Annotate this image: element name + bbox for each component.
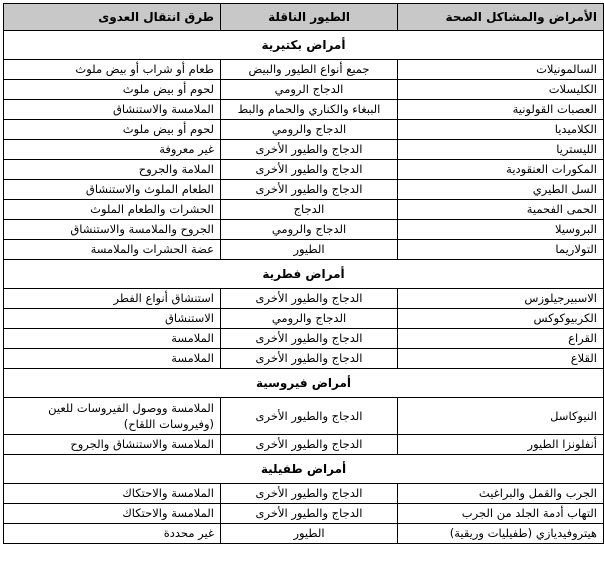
header-row (4, 4, 604, 31)
header-transmission: طرق انتقال العدوى (4, 4, 221, 31)
table-row (4, 398, 604, 435)
cell-carrier: الدجاج والرومي (221, 220, 398, 240)
cell-disease: السالمونيلات (398, 60, 604, 80)
table-row (4, 289, 604, 309)
table-row (4, 329, 604, 349)
table-row (4, 160, 604, 180)
cell-disease: هيتروفيديازي (طفيليات وريقية) (398, 524, 604, 544)
header-carrier: الطيور الناقلة (221, 4, 398, 31)
cell-transmission: لحوم أو بيض ملوث (4, 120, 221, 140)
cell-carrier: الدجاج والطيور الأخرى (221, 160, 398, 180)
cell-disease: الاسبيرجيلوزس (398, 289, 604, 309)
cell-carrier: الطيور (221, 524, 398, 544)
cell-disease: الكربيوكوكس (398, 309, 604, 329)
section-title: أمراض فيروسية (4, 369, 604, 398)
table-row (4, 504, 604, 524)
header-disease: الأمراض والمشاكل الصحة (398, 4, 604, 31)
cell-transmission: الاستنشاق (4, 309, 221, 329)
cell-disease: المكورات العنقودية (398, 160, 604, 180)
section-row (4, 369, 604, 398)
cell-carrier: الدجاج والطيور الأخرى (221, 398, 398, 435)
cell-carrier: الدجاج والطيور الأخرى (221, 504, 398, 524)
section-title: أمراض طفيلية (4, 455, 604, 484)
cell-transmission: الملامسة والاحتكاك (4, 484, 221, 504)
cell-disease: النيوكاسل (398, 398, 604, 435)
cell-disease: الكلاميديا (398, 120, 604, 140)
section-title: أمراض بكتيرية (4, 31, 604, 60)
cell-disease: الكليسلات (398, 80, 604, 100)
cell-carrier: الدجاج الرومي (221, 80, 398, 100)
section-row (4, 455, 604, 484)
cell-transmission: استنشاق أنواع الفطر (4, 289, 221, 309)
table-body (4, 31, 604, 544)
cell-disease: القراع (398, 329, 604, 349)
table-row (4, 484, 604, 504)
cell-disease: التهاب أدمة الجلد من الجرب (398, 504, 604, 524)
table-row (4, 349, 604, 369)
cell-disease: البروسيلا (398, 220, 604, 240)
cell-carrier: جميع أنواع الطيور والبيض (221, 60, 398, 80)
section-title: أمراض فطرية (4, 260, 604, 289)
cell-transmission: الملامسة والاستنشاق (4, 100, 221, 120)
cell-carrier: الدجاج والرومي (221, 120, 398, 140)
cell-transmission: لحوم أو بيض ملوث (4, 80, 221, 100)
section-row (4, 260, 604, 289)
cell-carrier: الدجاج والطيور الأخرى (221, 349, 398, 369)
document-sheet (3, 3, 597, 544)
cell-carrier: الدجاج والطيور الأخرى (221, 180, 398, 200)
table-row (4, 80, 604, 100)
cell-transmission: الجروح والملامسة والاستنشاق (4, 220, 221, 240)
cell-carrier: الدجاج والطيور الأخرى (221, 289, 398, 309)
cell-transmission: غير معروفة (4, 140, 221, 160)
cell-carrier: الدجاج والرومي (221, 309, 398, 329)
cell-transmission: الحشرات والطعام الملوث (4, 200, 221, 220)
cell-disease: التولاريما (398, 240, 604, 260)
cell-transmission: الملامسة ووصول الفيروسات للعين (وفيروسات اللقاح) (4, 398, 221, 435)
table-row (4, 140, 604, 160)
diseases-table (3, 3, 604, 544)
table-row (4, 524, 604, 544)
table-row (4, 220, 604, 240)
cell-transmission: طعام أو شراب أو بيض ملوث (4, 60, 221, 80)
cell-disease: القلاع (398, 349, 604, 369)
cell-transmission: الملامسة والاحتكاك (4, 504, 221, 524)
cell-disease: أنفلونزا الطيور (398, 435, 604, 455)
cell-disease: الليستريا (398, 140, 604, 160)
table-row (4, 435, 604, 455)
cell-transmission: الطعام الملوث والاستنشاق (4, 180, 221, 200)
table-row (4, 60, 604, 80)
cell-carrier: الطيور (221, 240, 398, 260)
cell-disease: السل الطيري (398, 180, 604, 200)
cell-carrier: الدجاج (221, 200, 398, 220)
table-row (4, 200, 604, 220)
cell-transmission: الملامسة والاستنشاق والجروح (4, 435, 221, 455)
table-row (4, 100, 604, 120)
cell-transmission: غير محددة (4, 524, 221, 544)
table-row (4, 309, 604, 329)
section-row (4, 31, 604, 60)
cell-carrier: الدجاج والطيور الأخرى (221, 329, 398, 349)
cell-transmission: الملامسة (4, 349, 221, 369)
cell-disease: الحمى الفحمية (398, 200, 604, 220)
cell-transmission: الملامسة (4, 329, 221, 349)
cell-transmission: الملامة والجروح (4, 160, 221, 180)
cell-carrier: الدجاج والطيور الأخرى (221, 140, 398, 160)
table-row (4, 120, 604, 140)
cell-transmission: عضة الحشرات والملامسة (4, 240, 221, 260)
cell-disease: الجرب والقمل والبراغيث (398, 484, 604, 504)
cell-carrier: الدجاج والطيور الأخرى (221, 435, 398, 455)
cell-carrier: الببغاء والكناري والحمام والبط (221, 100, 398, 120)
cell-carrier: الدجاج والطيور الأخرى (221, 484, 398, 504)
table-row (4, 240, 604, 260)
cell-disease: العصبات القولونية (398, 100, 604, 120)
table-row (4, 180, 604, 200)
